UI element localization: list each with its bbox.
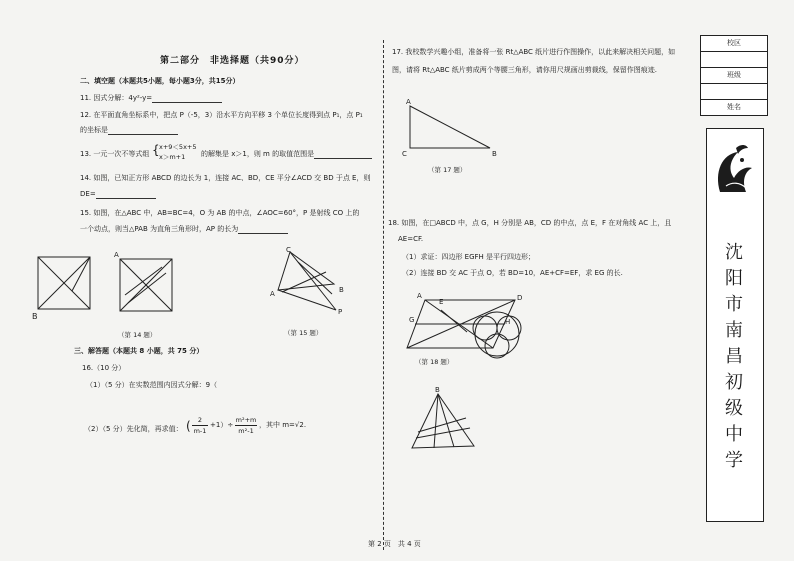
- answer-blank: [238, 226, 288, 234]
- answer-blank: [152, 95, 222, 103]
- question-11: [80, 94, 222, 103]
- part-title: 第二部分 非选择题（共90分）: [160, 56, 305, 66]
- label-H: H: [505, 318, 511, 326]
- figure-18-caption: （第 18 题）: [415, 358, 454, 366]
- label-A: A: [114, 251, 119, 259]
- question-17-line2: 图，请将 Rt△ABC 纸片剪成两个等腰三角形，请你用尺规画出剪裁线，保留作图痕迹.: [392, 66, 658, 74]
- school-char: 学: [725, 450, 743, 471]
- school-field: [701, 52, 767, 68]
- answer-blank: [314, 151, 372, 159]
- label-C: C: [402, 150, 407, 158]
- question-18-line2: AE=CF.: [398, 235, 424, 243]
- school-label: 校区: [701, 36, 767, 52]
- school-char: 南: [725, 320, 743, 341]
- frac1-den: m-1: [193, 427, 207, 435]
- q13-tail-text: 的解集是 x＞1，则 m 的取值范围是: [201, 150, 315, 158]
- q14-label: DE=: [80, 190, 96, 198]
- question-14-line1: 14. 如图，已知正方形 ABCD 的边长为 1，连接 AC、BD，CE 平分∠ACD 交 BD 于点 E，则: [80, 174, 371, 182]
- frac1-bar: [192, 425, 208, 426]
- q11-label: 11. 因式分解：: [80, 94, 129, 102]
- answer-blank: [96, 191, 156, 199]
- student-info-table: [700, 35, 768, 116]
- school-char: 阳: [725, 268, 743, 289]
- scratch-sketch: [404, 388, 484, 473]
- frac1-num: 2: [197, 416, 203, 424]
- q12-label: 的坐标是: [80, 126, 108, 134]
- question-12-line2: [80, 126, 178, 135]
- fill-in-heading: 二、填空题（本题共5小题，每小题3分，共15分）: [80, 77, 240, 85]
- label-G: G: [409, 316, 415, 324]
- solve-heading: 三、解答题（本题共 8 小题，共 75 分）: [74, 347, 204, 355]
- school-name-vertical: [720, 240, 748, 474]
- figure-18: [405, 288, 535, 360]
- school-char: 中: [725, 424, 743, 445]
- school-logo: [712, 142, 756, 198]
- label-D: D: [517, 294, 523, 302]
- school-char: 初: [725, 372, 743, 393]
- school-char: 昌: [725, 346, 743, 367]
- label-B: B: [339, 286, 344, 294]
- label-P: P: [338, 308, 343, 316]
- question-15-line1: 15. 如图，在△ABC 中，AB=BC=4，O 为 AB 的中点，∠AOC=60°，P 是射线 CO 上的: [80, 209, 360, 217]
- question-15-line2: [80, 225, 288, 234]
- class-field: [701, 84, 767, 100]
- label-A: A: [270, 290, 275, 298]
- figure-14: [32, 251, 192, 327]
- label-C: C: [286, 246, 291, 254]
- question-17-line1: 17. 我校数学兴趣小组，准备将一张 Rt△ABC 纸片进行作图操作，以此来解决相关问题，如: [392, 48, 676, 56]
- frac2-den: m²-1: [238, 427, 254, 435]
- q15-label: 一个动点，则当△PAB 为直角三角形时，AP 的长为: [80, 225, 239, 233]
- question-18-line1: 18. 如图，在□ABCD 中，点 G，H 分别是 AB，CD 的中点，点 E，F 在对角线 AC 上，且: [388, 219, 672, 227]
- paren-open: (: [186, 419, 191, 433]
- frac2-num: m²+m: [235, 416, 257, 424]
- brace: {: [152, 143, 160, 157]
- question-16: 16.（10 分）: [82, 364, 126, 372]
- school-char: 沈: [725, 242, 743, 263]
- school-char: 市: [725, 294, 743, 315]
- question-14-line2: [80, 190, 156, 199]
- question-16-part2: [84, 425, 183, 434]
- figure-15-caption: （第 15 题）: [284, 329, 323, 337]
- label-B: B: [492, 150, 497, 158]
- question-13: [80, 150, 149, 159]
- question-16-part1: （1）（5 分）在实数范围内因式分解：9（: [86, 381, 218, 389]
- q13-inequality-2: x＞m+1: [159, 153, 186, 161]
- question-18-part2: （2）连接 BD 交 AC 于点 O，若 BD=10，AE+CF=EF，求 EG 的长.: [402, 269, 623, 277]
- q13-tail: [201, 150, 372, 159]
- label-A: A: [406, 98, 411, 106]
- q13-inequality-1: x+9＜5x+5: [159, 143, 197, 151]
- q11-expression: 4y²-y=: [128, 94, 153, 102]
- answer-blank: [108, 127, 178, 135]
- label-B: B: [32, 312, 38, 321]
- class-label: 班级: [701, 68, 767, 84]
- question-18-part1: （1）求证：四边形 EGFH 是平行四边形；: [402, 253, 536, 261]
- label-B: B: [435, 386, 440, 394]
- figure-17: [400, 98, 500, 160]
- name-label: 姓名: [727, 103, 741, 111]
- page-number: 第 2 页 共 4 页: [368, 540, 421, 548]
- plus-one: +1）÷: [210, 421, 234, 429]
- q16-2-label: （2）（5 分）先化简，再求值：: [84, 425, 183, 433]
- figure-15: [268, 248, 358, 318]
- label-A: A: [417, 292, 422, 300]
- figure-17-caption: （第 17 题）: [428, 166, 467, 174]
- question-12-line1: 12. 在平面直角坐标系中，把点 P（-5，3）沿水平方向平移 3 个单位长度得到点 P₁，点 P₁: [80, 111, 363, 119]
- q13-label: 13. 一元一次不等式组: [80, 150, 150, 158]
- q16-2-tail: ，其中 m=√2.: [259, 421, 307, 429]
- label-E: E: [439, 298, 444, 306]
- figure-14-caption: （第 14 题）: [118, 331, 157, 339]
- frac2-bar: [235, 425, 257, 426]
- school-char: 级: [725, 398, 743, 419]
- column-divider: [383, 40, 384, 550]
